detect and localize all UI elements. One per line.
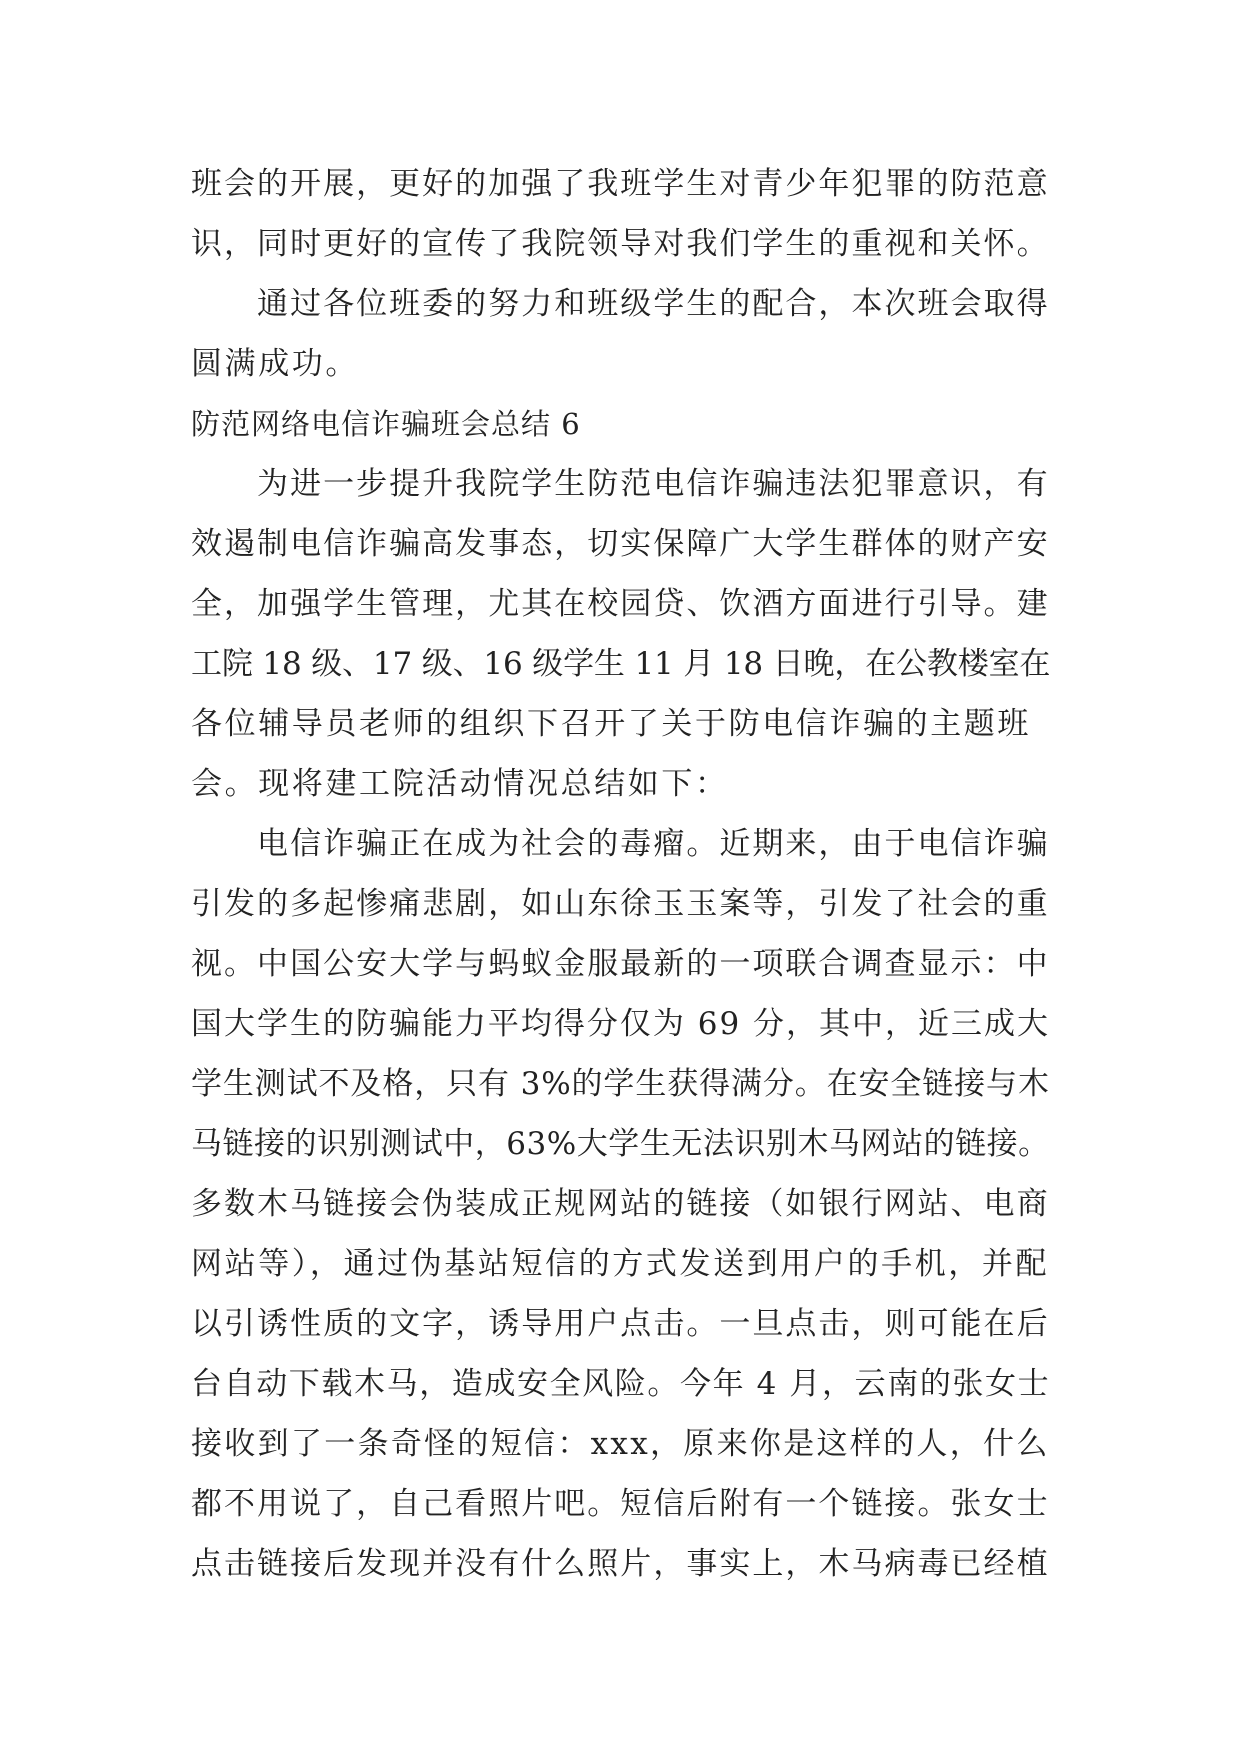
paragraph-line: 全，加强学生管理，尤其在校园贷、饮酒方面进行引导。建 [191,586,1050,622]
paragraph-line: 引发的多起惨痛悲剧，如山东徐玉玉案等，引发了社会的重 [191,886,1050,922]
paragraph-line: 电信诈骗正在成为社会的毒瘤。近期来，由于电信诈骗 [191,826,1050,862]
paragraph-line: 以引诱性质的文字，诱导用户点击。一旦点击，则可能在后 [191,1306,1050,1342]
paragraph-line: 效遏制电信诈骗高发事态，切实保障广大学生群体的财产安 [191,526,1050,562]
section-heading: 防范网络电信诈骗班会总结 6 [191,407,581,441]
paragraph-line: 都不用说了，自己看照片吧。短信后附有一个链接。张女士 [191,1486,1050,1522]
paragraph-line: 各位辅导员老师的组织下召开了关于防电信诈骗的主题班 [191,706,1031,742]
paragraph-line: 网站等），通过伪基站短信的方式发送到用户的手机，并配 [191,1246,1050,1282]
paragraph-line: 学生测试不及格，只有 3%的学生获得满分。在安全链接与木 [191,1066,1050,1102]
paragraph-line: 多数木马链接会伪装成正规网站的链接（如银行网站、电商 [191,1186,1050,1222]
paragraph-line: 视。中国公安大学与蚂蚁金服最新的一项联合调查显示：中 [191,946,1050,982]
paragraph-line: 识，同时更好的宣传了我院领导对我们学生的重视和关怀。 [191,226,1050,262]
paragraph-line: 工院 18 级、17 级、16 级学生 11 月 18 日晚，在公教楼室在 [191,646,1051,682]
paragraph-line: 会。现将建工院活动情况总结如下： [191,766,729,802]
paragraph-line: 马链接的识别测试中，63%大学生无法识别木马网站的链接。 [191,1126,1050,1162]
paragraph-line: 国大学生的防骗能力平均得分仅为 69 分，其中，近三成大 [191,1006,1050,1042]
paragraph-line: 接收到了一条奇怪的短信：xxx，原来你是这样的人，什么 [191,1426,1050,1462]
paragraph-line: 班会的开展，更好的加强了我班学生对青少年犯罪的防范意 [191,166,1050,202]
paragraph-line: 圆满成功。 [191,346,359,382]
paragraph-line: 为进一步提升我院学生防范电信诈骗违法犯罪意识，有 [191,466,1050,502]
paragraph-line: 点击链接后发现并没有什么照片，事实上，木马病毒已经植 [191,1546,1050,1582]
paragraph-line: 台自动下载木马，造成安全风险。今年 4 月，云南的张女士 [191,1366,1051,1402]
paragraph-line: 通过各位班委的努力和班级学生的配合，本次班会取得 [191,286,1050,322]
